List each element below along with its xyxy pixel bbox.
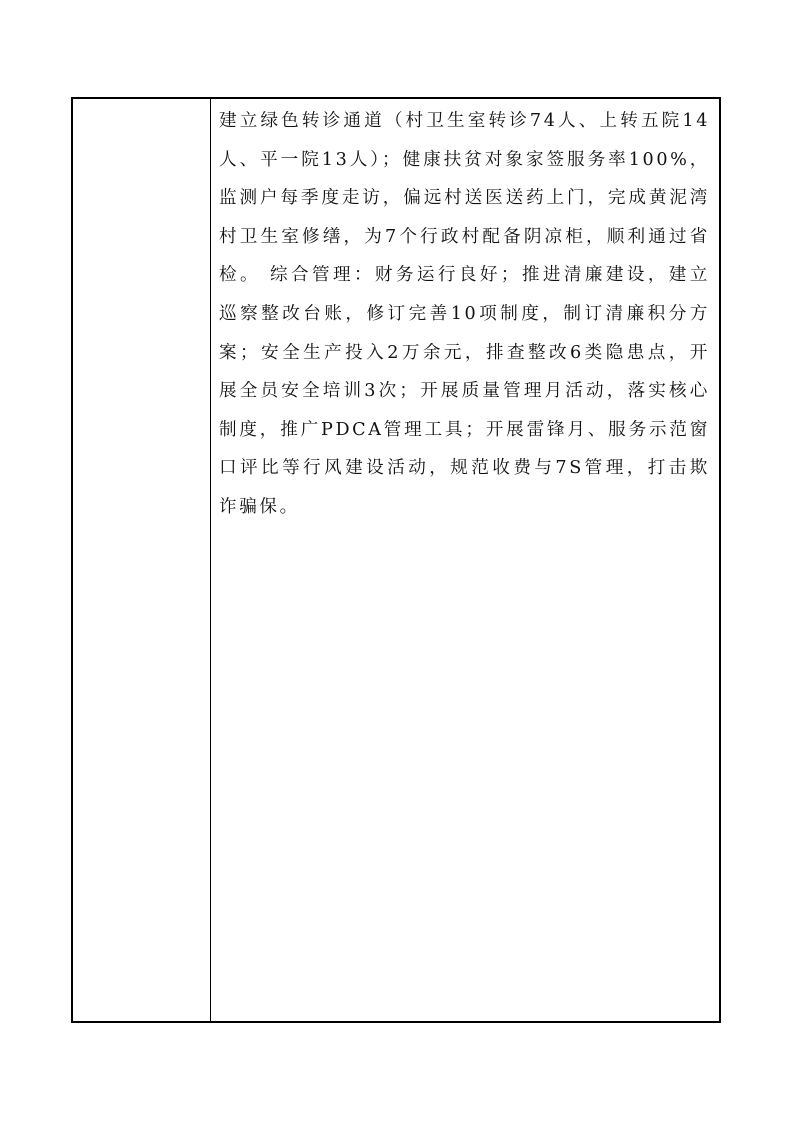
left-column-cell	[73, 99, 211, 1021]
content-cell	[211, 99, 719, 1021]
document-table	[71, 97, 721, 1023]
content-paragraph: 建立绿色转诊通道（村卫生室转诊74人、上转五院14人、平一院13人）；健康扶贫对象家签服务率100%，监测户每季度走访，偏远村送医送药上门，完成黄泥湾村卫生室修缮，为7个行政村配备阴凉柜，顺利通过省检。 综合管理：财务运行良好；推进清廉建设，建立巡察整改台账，修订完善10项制度，制订清廉积分方案；安全生产投入2万余元，排查整改6类隐患点，开展全员安全培训3次；开展质量管理月活动，落实核心制度，推广PDCA管理工具；开展雷锋月、服务示范窗口评比等行风建设活动，规范收费与7S管理，打击欺诈骗保。	[219, 111, 710, 517]
